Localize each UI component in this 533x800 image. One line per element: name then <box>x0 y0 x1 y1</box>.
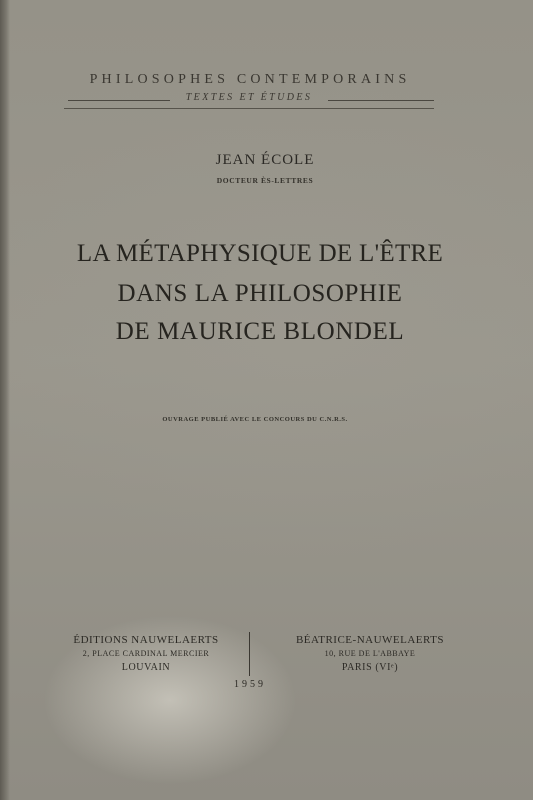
series-underline <box>64 108 434 109</box>
book-title-line-1: LA MÉTAPHYSIQUE DE L'ÊTRE <box>76 240 444 267</box>
publisher-address: 2, PLACE CARDINAL MERCIER <box>82 649 210 658</box>
publisher-right <box>260 632 480 675</box>
book-title-line-3: DE MAURICE BLONDEL <box>115 318 405 345</box>
series-title: PHILOSOPHES CONTEMPORAINS <box>89 72 411 87</box>
book-spine-edge <box>0 0 10 800</box>
author-credential: DOCTEUR ÈS-LETTRES <box>216 176 314 185</box>
support-note: OUVRAGE PUBLIÉ AVEC LE CONCOURS DU C.N.R.S. <box>162 416 348 423</box>
publisher-city: LOUVAIN <box>121 662 171 673</box>
publisher-address: 10, RUE DE L'ABBAYE <box>324 649 416 658</box>
publisher-divider <box>249 632 250 676</box>
author-name: JEAN ÉCOLE <box>215 152 315 168</box>
publisher-city: PARIS (VIᵉ) <box>341 662 399 673</box>
series-rule-right <box>328 100 434 101</box>
publisher-name: BÉATRICE-NAUWELAERTS <box>295 634 445 646</box>
series-subtitle: TEXTES ET ÉTUDES <box>185 92 313 103</box>
publisher-left <box>36 632 256 675</box>
publication-year: 1959 <box>234 679 266 690</box>
series-rule-left <box>68 100 170 101</box>
publisher-name: ÉDITIONS NAUWELAERTS <box>73 634 219 646</box>
series-subtitle-block <box>60 92 440 106</box>
book-title-line-2: DANS LA PHILOSOPHIE <box>117 280 403 307</box>
